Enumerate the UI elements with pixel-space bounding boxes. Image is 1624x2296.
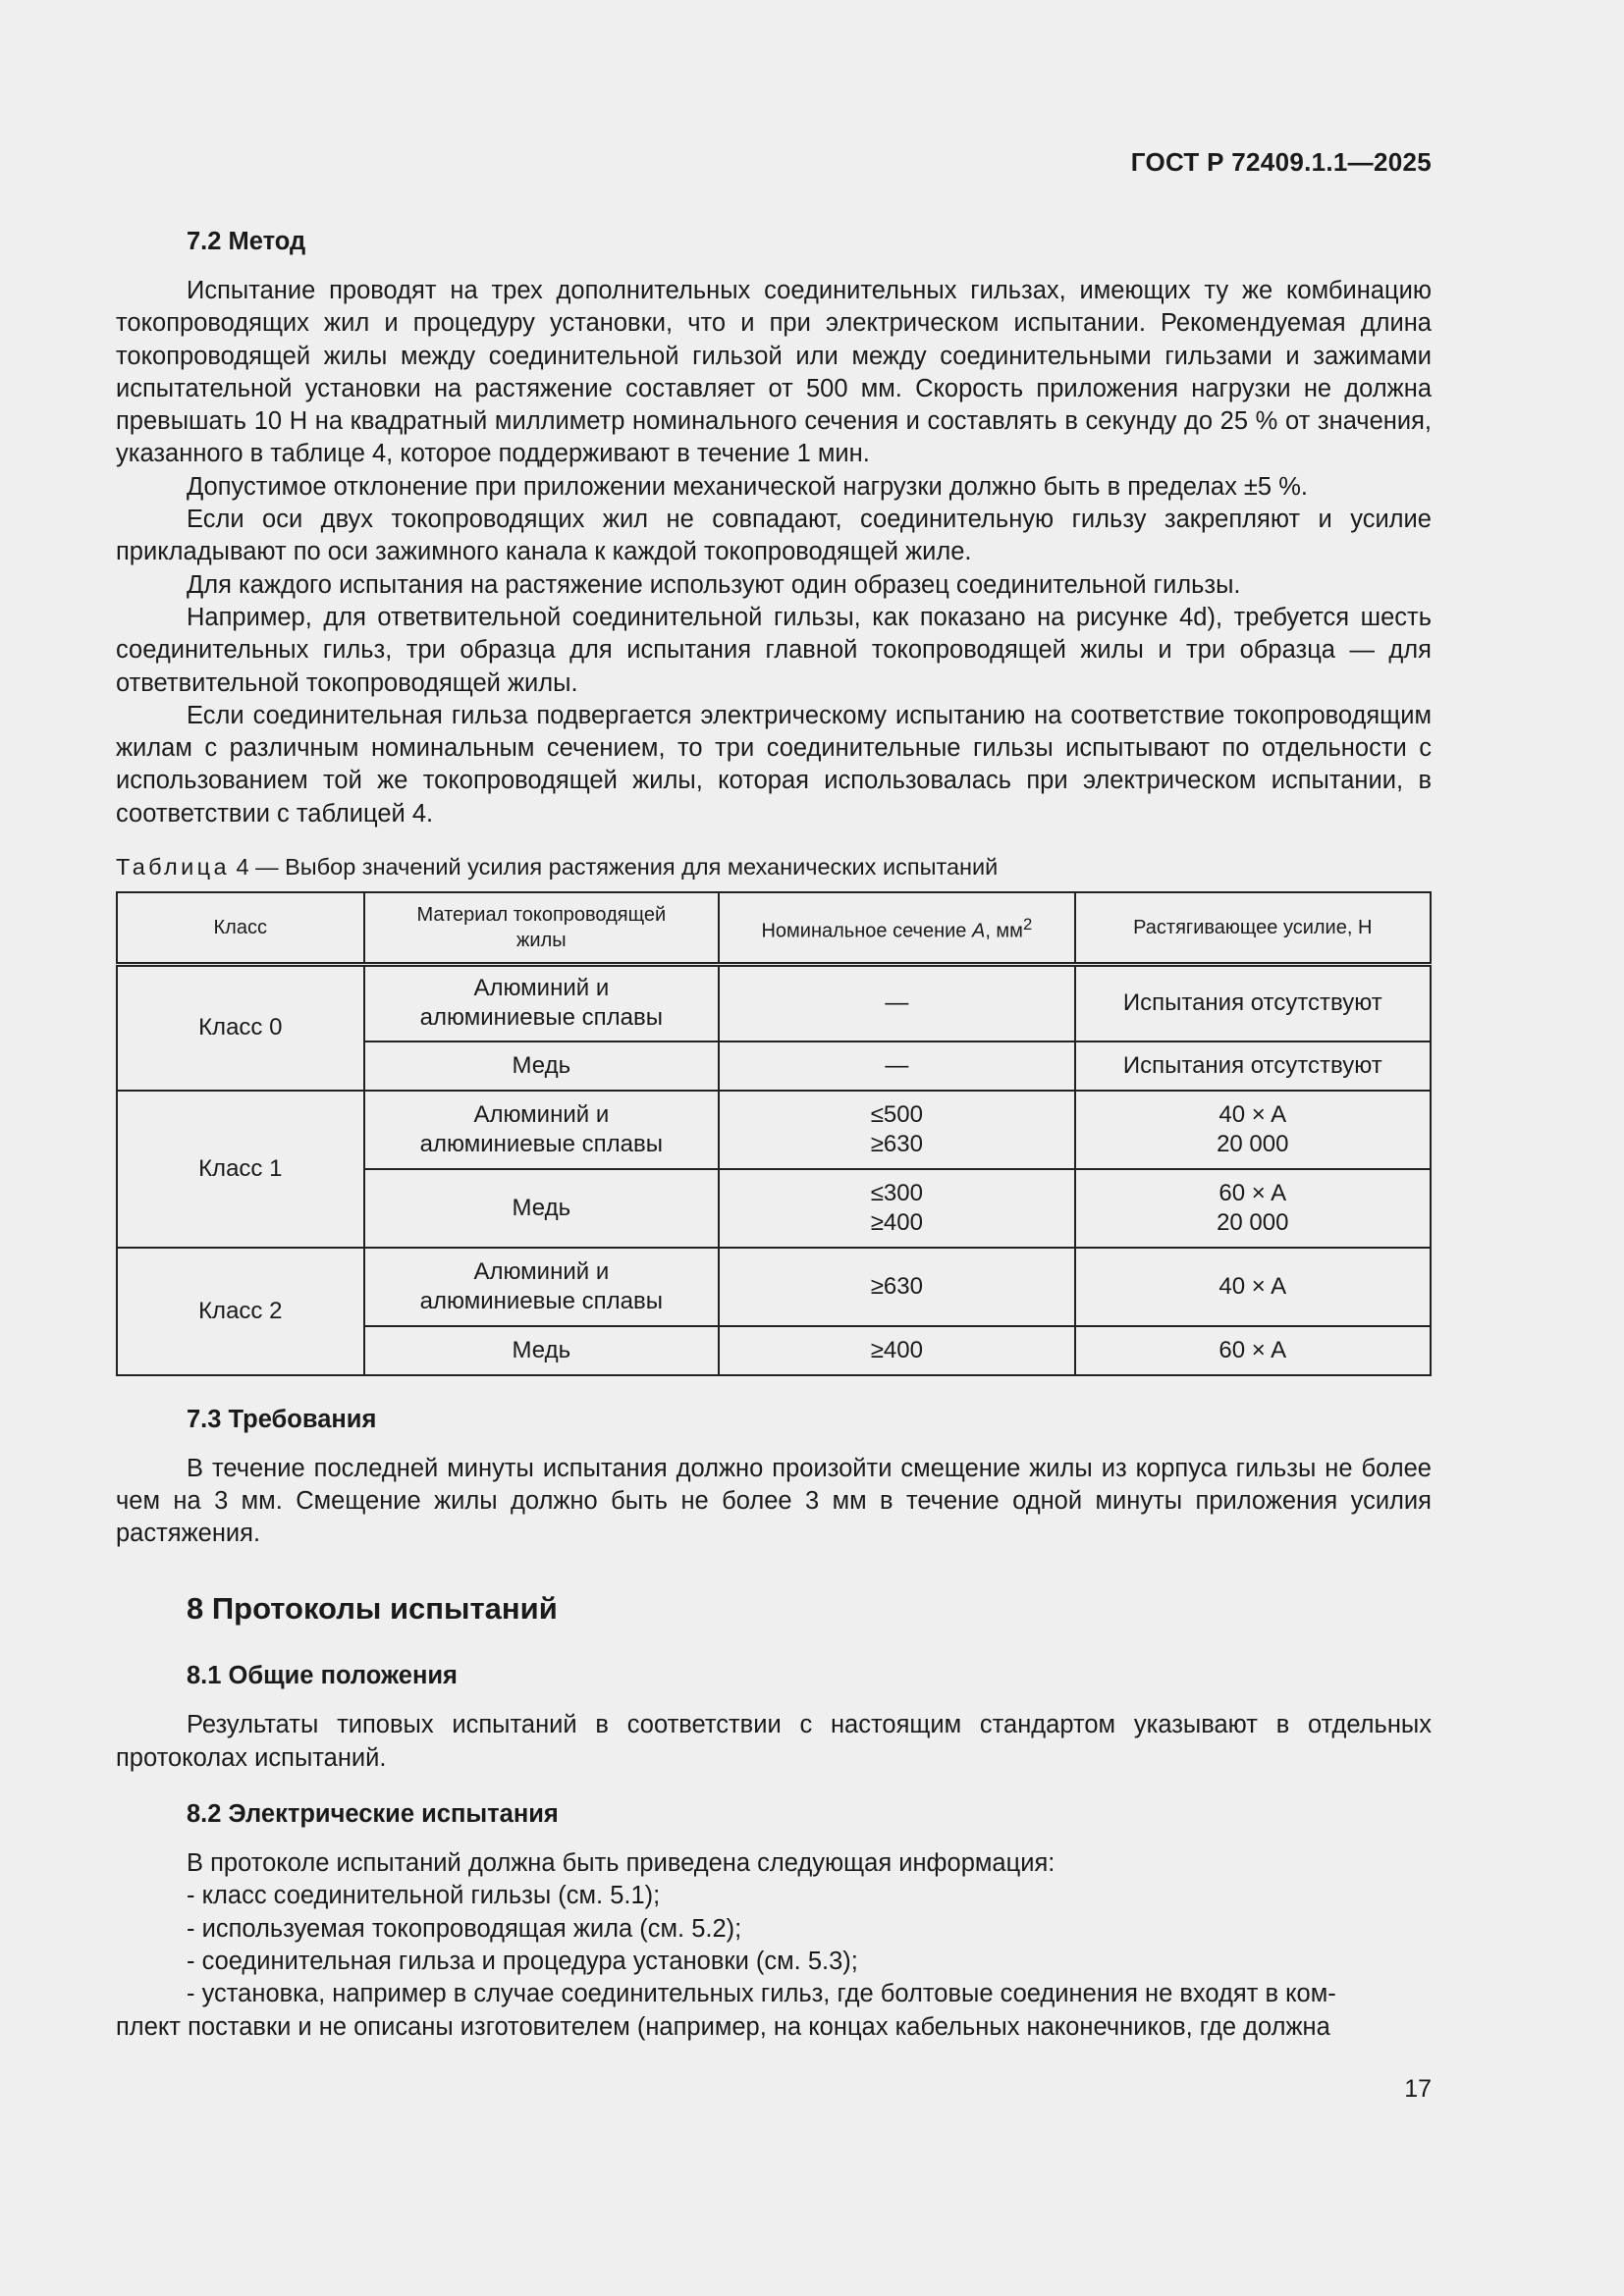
document-body [116,224,1432,2044]
section-7-3-title: 7.3 Требования [187,1405,377,1433]
cell-material: Алюминий и алюминиевые сплавы [364,965,720,1041]
section-8-1-title: 8.1 Общие положения [187,1662,458,1690]
table-row [117,1248,1431,1326]
cell-force: 60 × A 20 000 [1075,1169,1431,1248]
cell-section: ≤500 ≥630 [719,1091,1074,1169]
cell-material: Медь [364,1169,720,1248]
section-8-2-title: 8.2 Электрические испытания [187,1800,559,1829]
paragraph: Испытание проводят на трех дополнительных соединительных гильзах, имеющих ту же комбинацию токопроводящих жил и процедуру установки, что и при электрическом испытании. Рекомендуемая длина токопроводящей жилы между соединительной гильзой или между соединительными гильзами и зажимами испытательной установки на растяжение составляет от 500 мм. Скорость приложения нагрузки не должна превышать 10 Н на квадратный миллиметр номинального сечения и составлять в секунду до 25 % от значения, указанного в таблице 4, которое поддерживают в течение 1 мин. [116,277,1432,468]
paragraph: Например, для ответвительной соединительной гильзы, как показано на рисунке 4d), требуется шесть соединительных гильз, три образца для испытания главной токопроводящей жилы и три образца — для ответвительной токопроводящей жилы. [116,603,1432,697]
cell-material: Алюминий и алюминиевые сплавы [364,1248,720,1326]
cell-force: Испытания отсутствуют [1075,1041,1431,1091]
table-caption [116,852,1432,881]
cell-class-2: Класс 2 [117,1248,364,1375]
cell-section: — [719,1041,1074,1091]
table-row [117,965,1431,1041]
header-material: Материал токопроводящей жилы [364,892,720,965]
paragraph: В течение последней минуты испытания должно произойти смещение жилы из корпуса гильзы не более чем на 3 мм. Смещение жилы должно быть не более 3 мм в течение одной минуты приложения усилия растяжения. [116,1454,1432,1548]
header-class: Класс [117,892,364,965]
cell-section: — [719,965,1074,1041]
cell-force: Испытания отсутствуют [1075,965,1431,1041]
cell-force: 40 × A 20 000 [1075,1091,1431,1169]
section-8-title: 8 Протоколы испытаний [187,1591,558,1627]
list-item-continuation: плект поставки и не описаны изготовителем (например, на концах кабельных наконечников, где должна [116,2012,1330,2041]
cell-force: 40 × A [1075,1248,1431,1326]
cell-class-1: Класс 1 [117,1091,364,1248]
list-item: - соединительная гильза и процедура установки (см. 5.3); [187,1947,858,1975]
paragraph: Если соединительная гильза подвергается электрическому испытанию на соответствие токопроводящим жилам с различным номинальным сечением, то три соединительные гильзы испытывают по отдельности с использованием той же токопроводящей жилы, которая использовалась при электрическом испытании, в соответствии с таблицей 4. [116,701,1432,828]
page-number: 17 [1404,2075,1432,2103]
cell-force: 60 × A [1075,1326,1431,1375]
document-header: ГОСТ Р 72409.1.1—2025 [1130,147,1432,177]
cell-class-0: Класс 0 [117,965,364,1091]
cell-section: ≤300 ≥400 [719,1169,1074,1248]
section-7-2-title: 7.2 Метод [187,228,306,255]
paragraph: Допустимое отклонение при приложении механической нагрузки должно быть в пределах ±5 %. [187,472,1308,501]
list-item: - установка, например в случае соединительных гильз, где болтовые соединения не входят в ком- [187,1980,1336,2008]
cell-section: ≥630 [719,1248,1074,1326]
paragraph: Если оси двух токопроводящих жил не совпадают, соединительную гильзу закрепляют и усилие прикладывают по оси зажимного канала к каждой токопроводящей жиле. [116,506,1432,566]
table-caption-label: Таблица [116,854,230,881]
header-section: Номинальное сечение А, $мм^2$ [719,892,1074,965]
header-force: Растягивающее усилие, Н [1075,892,1431,965]
table-caption-text: 4 — Выбор значений усилия растяжения для механических испытаний [229,854,999,881]
cell-material: Алюминий и алюминиевые сплавы [364,1091,720,1169]
cell-section: ≥400 [719,1326,1074,1375]
list-item: - используемая токопроводящая жила (см. 5.2); [187,1914,742,1943]
cell-material: Медь [364,1326,720,1375]
table-row [117,1091,1431,1169]
paragraph: В протоколе испытаний должна быть приведена следующая информация: [187,1849,1056,1878]
paragraph: Результаты типовых испытаний в соответствии с настоящим стандартом указывают в отдельных протоколах испытаний. [116,1711,1432,1772]
cell-material: Медь [364,1041,720,1091]
list-item: - класс соединительной гильзы (см. 5.1); [187,1882,661,1910]
tensile-force-table [116,891,1432,1376]
paragraph: Для каждого испытания на растяжение используют один образец соединительной гильзы. [187,570,1241,599]
table-header-row [117,892,1431,965]
